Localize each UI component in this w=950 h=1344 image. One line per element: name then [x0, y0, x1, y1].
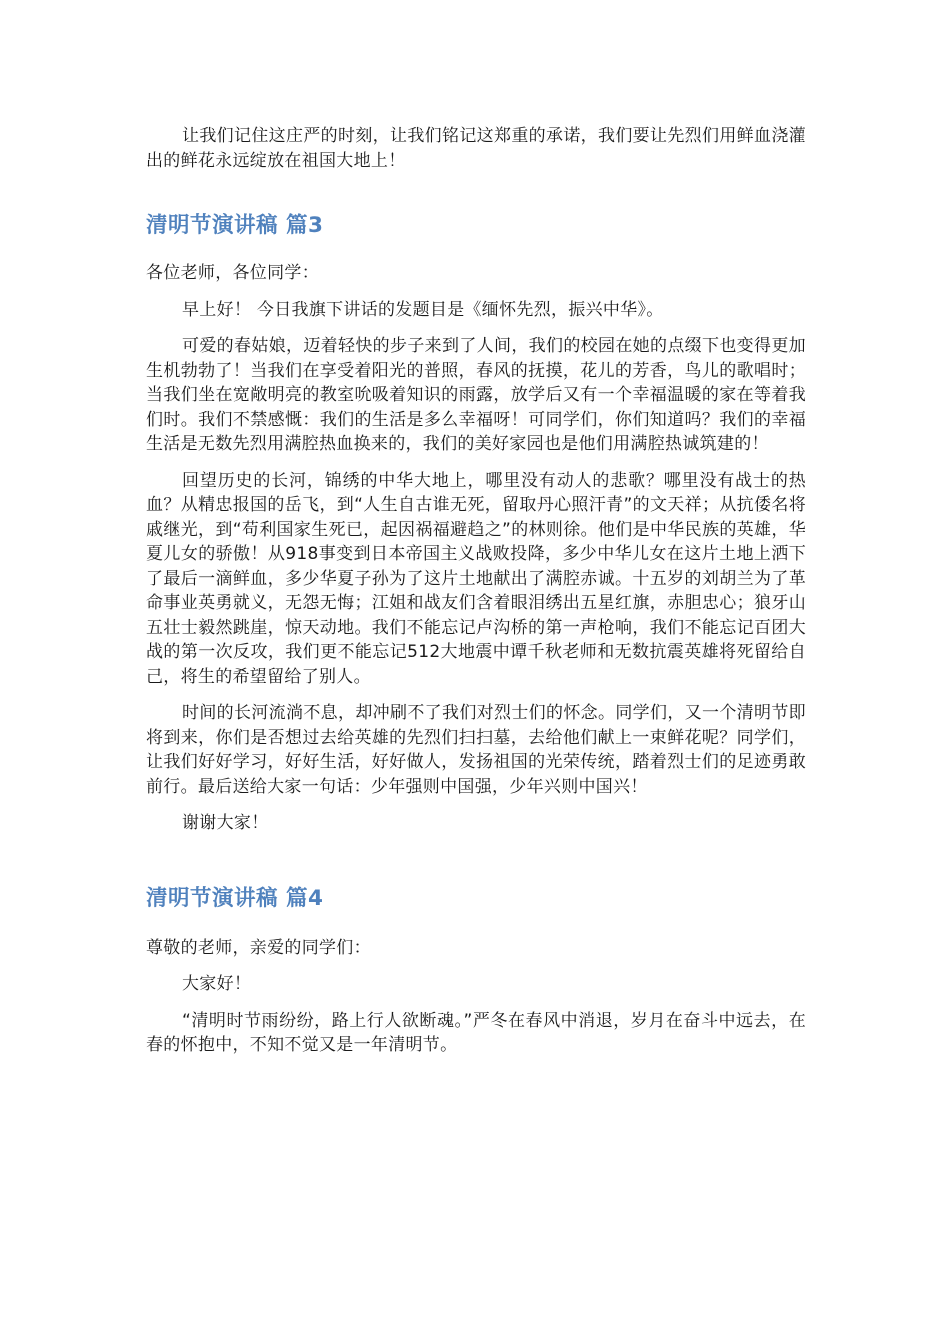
paragraph-3-1: 早上好！ 今日我旗下讲话的发题目是《缅怀先烈，振兴中华》。: [182, 299, 664, 320]
paragraph-3-2: 可爱的春姑娘，迈着轻快的步子来到了人间，我们的校园在她的点缀下也变得更加生机勃勃了！当我们在享受着阳光的普照，春风的抚摸，花儿的芳香，鸟儿的歌唱时；当我们坐在宽敞明亮的教室吮吸着知识的雨露，放学后又有一个幸福温暖的家在等着我们时。我们不禁感慨：我们的生活是多么幸福呀！可同学们，你们知道吗？我们的幸福生活是无数先烈用满腔热血换来的，我们的美好家园也是他们用满腔热诚筑建的！: [146, 336, 806, 454]
salutation-4: 尊敬的老师，亲爱的同学们：: [146, 937, 371, 958]
document-page: [146, 124, 806, 1058]
paragraph-3-3: 回望历史的长河，锦绣的中华大地上，哪里没有动人的悲歌？哪里没有战士的热血？从精忠报国的岳飞，到“人生自古谁无死，留取丹心照汗青”的文天祥；从抗倭名将戚继光，到“苟利国家生死已，起因祸福避趋之”的林则徐。他们是中华民族的英雄，华夏儿女的骄傲！从918事变到日本帝国主义战败投降，多少中华儿女在这片土地上洒下了最后一滴鲜血，多少华夏子孙为了这片土地献出了满腔赤诚。十五岁的刘胡兰为了革命事业英勇就义，无怨无悔；江姐和战友们含着眼泪绣出五星红旗，赤胆忠心；狼牙山五壮士毅然跳崖，惊天动地。我们不能忘记卢沟桥的第一声枪响，我们不能忘记百团大战的第一次反攻，我们更不能忘记512大地震中谭千秋老师和无数抗震英雄将死留给自己，将生的希望留给了别人。: [146, 470, 806, 687]
section-heading-3: 清明节演讲稿 篇3: [146, 213, 324, 238]
closing-paragraph: 让我们记住这庄严的时刻，让我们铭记这郑重的承诺，我们要让先烈们用鲜血浇灌出的鲜花永远绽放在祖国大地上！: [146, 126, 806, 171]
paragraph-4-1: 大家好！: [182, 974, 252, 994]
paragraph-4-2: “清明时节雨纷纷，路上行人欲断魂。”严冬在春风中消退，岁月在奋斗中远去，在春的怀抱中，不知不觉又是一年清明节。: [146, 1010, 806, 1055]
salutation-3: 各位老师，各位同学：: [146, 263, 319, 283]
paragraph-3-5: 谢谢大家！: [182, 813, 269, 833]
paragraph-3-4: 时间的长河流淌不息，却冲刷不了我们对烈士们的怀念。同学们，又一个清明节即将到来，你们是否想过去给英雄的先烈们扫扫墓，去给他们献上一束鲜花呢？同学们，让我们好好学习，好好生活，好好做人，发扬祖国的光荣传统，踏着烈士们的足迹勇敢前行。最后送给大家一句话：少年强则中国强，少年兴则中国兴！: [146, 703, 806, 797]
section-heading-4: 清明节演讲稿 篇4: [146, 885, 324, 911]
